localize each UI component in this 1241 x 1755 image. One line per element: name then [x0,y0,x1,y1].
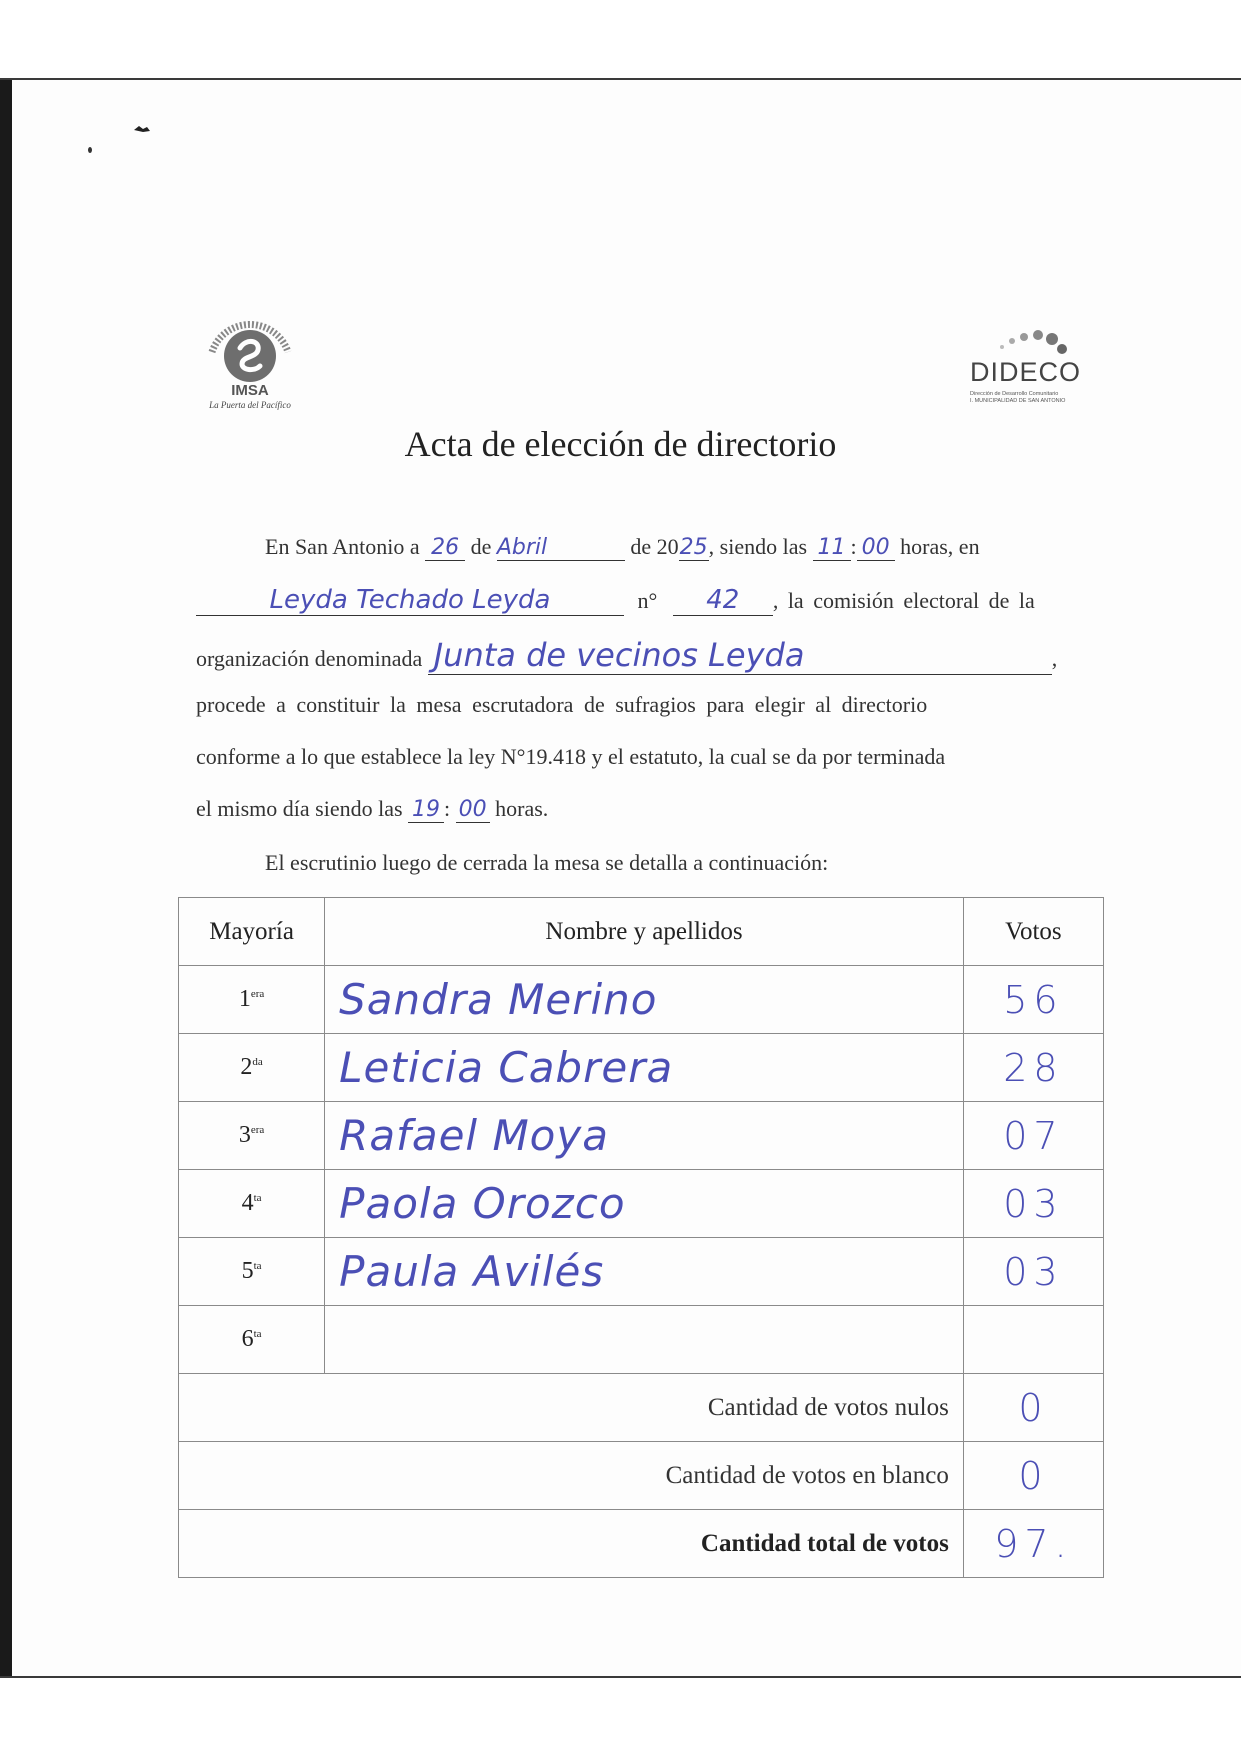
text-organizacion-denominada: organización denominada [196,646,423,671]
header-rank: Mayoría [179,898,325,966]
imsa-emblem-icon [180,300,320,390]
votes-cell: 28 [963,1034,1103,1102]
rank-cell [179,966,325,1034]
rank-suffix: era [250,988,265,1000]
scan-page-edge-bottom [0,1676,1241,1678]
time-colon: : [850,534,857,559]
intro-line-1 [265,534,980,561]
candidate-name-cell [325,1306,964,1374]
intro-line-3 [196,636,1057,675]
votes-cell: 56 [963,966,1103,1034]
dideco-logo-municipality: I. MUNICIPALIDAD DE SAN ANTONIO [970,398,1066,404]
candidate-name-cell: Leticia Cabrera [325,1034,964,1102]
null-votes-value: 0 [963,1374,1103,1442]
candidate-name-cell: Rafael Moya [325,1102,964,1170]
scan-top-margin [0,0,1241,78]
header-votes: Votos [963,898,1103,966]
imsa-logo-tagline: La Puerta del Pacífico [209,400,291,410]
year-field: 25 [679,535,708,560]
text-horas: horas. [495,796,549,821]
start-hour-field: 11 [813,535,851,561]
text-el-mismo-dia: el mismo día siendo las [196,796,403,821]
scan-left-border [0,80,12,1676]
text-de: de [470,534,492,559]
text-de-20: de 20 [630,534,679,559]
rank-cell [179,1238,325,1306]
intro-line-4: procede a constituir la mesa escrutadora de sufragios para elegir al directorio [196,692,928,717]
candidate-name-cell: Sandra Merino [325,966,964,1034]
intro-line-5: conforme a lo que establece la ley N°19.418 y el estatuto, la cual se da por terminada [196,744,946,769]
rank-number: 1 [238,986,251,1012]
rank-number: 6 [241,1326,254,1352]
text-comision-electoral: , la comisión electoral de la [772,588,1035,613]
blank-votes-row [179,1442,1104,1510]
votes-cell: 03 [963,1238,1103,1306]
total-votes-value: 97. [963,1510,1103,1578]
candidate-name-cell: Paola Orozco [325,1170,964,1238]
dideco-logo-subtitle: Dirección de Desarrollo Comunitario [970,391,1059,397]
rank-cell [179,1034,325,1102]
table-row [179,1306,1104,1374]
votes-cell [963,1306,1103,1374]
table-row [179,1034,1104,1102]
intro-line-6 [196,796,548,823]
rank-number: 5 [241,1258,254,1284]
intro-line-2 [196,585,1035,616]
table-row [179,1170,1104,1238]
table-header-row [179,898,1104,966]
table-row [179,1102,1104,1170]
votes-cell: 03 [963,1170,1103,1238]
rank-number: 2 [240,1054,253,1080]
day-field: 26 [425,535,465,561]
text-en-san-antonio: En San Antonio a [265,534,420,559]
number-field: 42 [673,585,773,616]
votes-cell: 07 [963,1102,1103,1170]
dideco-logo-name: DIDECO [970,357,1082,387]
header-name: Nombre y apellidos [325,898,964,966]
total-votes-label: Cantidad total de votos [179,1510,964,1578]
month-field: Abril [497,535,625,561]
document-title: Acta de elección de directorio [404,424,837,464]
dideco-logo [960,325,1090,415]
rank-cell [179,1306,325,1374]
blank-votes-value: 0 [963,1442,1103,1510]
text-siendo-las: , siendo las [708,534,808,559]
rank-cell [179,1170,325,1238]
table-row [179,966,1104,1034]
candidate-name-cell: Paula Avilés [325,1238,964,1306]
rank-suffix: era [250,1124,265,1136]
rank-cell [179,1102,325,1170]
results-table [178,897,1104,1578]
rank-number: 3 [238,1122,251,1148]
start-minute-field: 00 [857,535,895,561]
end-hour-field: 19 [408,797,444,823]
rank-suffix: ta [253,1192,262,1204]
time-colon: : [444,796,451,821]
null-votes-label: Cantidad de votos nulos [179,1374,964,1442]
address-field: Leyda Techado Leyda [196,585,624,616]
imsa-logo [180,300,320,415]
rank-suffix: da [252,1056,263,1068]
text-comma: , [1051,646,1058,671]
end-minute-field: 00 [456,797,490,823]
blank-votes-label: Cantidad de votos en blanco [179,1442,964,1510]
ink-speck [88,147,92,153]
text-horas-en: horas, en [900,534,980,559]
rank-suffix: ta [253,1328,262,1340]
text-number-label: n° [637,588,658,613]
organization-name-field: Junta de vecinos Leyda [428,636,1052,675]
rank-suffix: ta [253,1260,262,1272]
intro-line-7: El escrutinio luego de cerrada la mesa se detalla a continuación: [265,850,829,875]
table-row [179,1238,1104,1306]
total-votes-row [179,1510,1104,1578]
null-votes-row [179,1374,1104,1442]
ink-speck [133,124,151,134]
imsa-logo-name: IMSA [231,382,269,399]
rank-number: 4 [241,1190,254,1216]
dideco-dots-icon [990,325,1080,355]
